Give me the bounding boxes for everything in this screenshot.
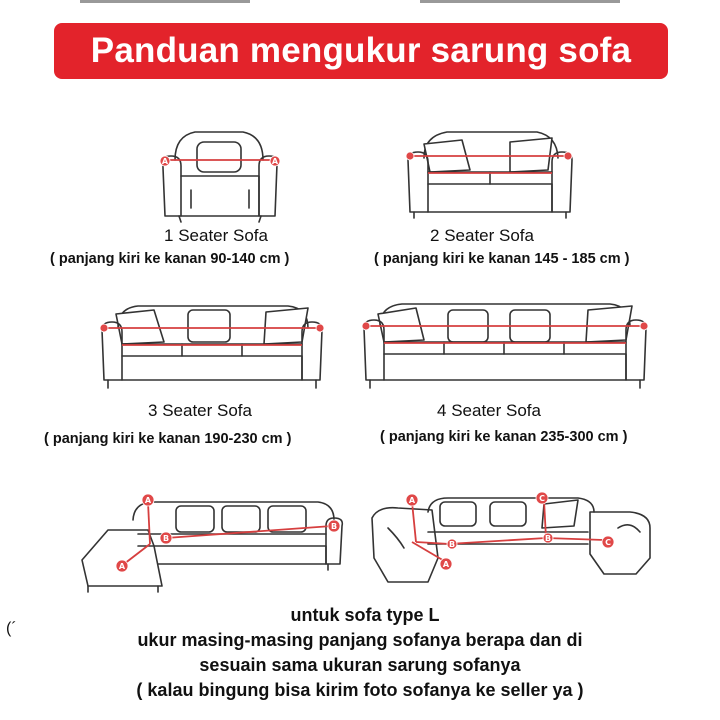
sofa-2-name: 2 Seater Sofa xyxy=(430,226,534,245)
sofa-1-range: ( panjang kiri ke kanan 90-140 cm ) xyxy=(50,251,290,267)
stray-mark: (´ xyxy=(6,620,17,637)
sofa-3-seater-illustration xyxy=(98,300,328,392)
marker-a-label: A xyxy=(408,496,416,505)
sofa-3-range: ( panjang kiri ke kanan 190-230 cm ) xyxy=(44,431,292,447)
marker-b-label: B xyxy=(162,534,170,543)
top-edge-line-left xyxy=(80,0,250,3)
sofa-4-name: 4 Seater Sofa xyxy=(437,401,541,420)
marker-b-label: B xyxy=(544,534,552,543)
page-title: Panduan mengukur sarung sofa xyxy=(90,31,632,70)
marker-a-label: A xyxy=(118,562,126,571)
sofa-1-name: 1 Seater Sofa xyxy=(164,226,268,245)
marker-c-label: C xyxy=(605,538,611,547)
title-banner xyxy=(54,23,668,79)
sofa-4-range: ( panjang kiri ke kanan 235-300 cm ) xyxy=(380,429,628,445)
note-line-4: ( kalau bingung bisa kirim foto sofanya ke seller ya ) xyxy=(136,680,584,700)
note-line-2: ukur masing-masing panjang sofanya berapa dan di xyxy=(137,630,583,650)
marker-a-label: A xyxy=(161,157,169,166)
sofa-2-seater-illustration xyxy=(402,128,577,223)
marker-b-label: B xyxy=(330,522,338,531)
note-line-3: sesuain sama ukuran sarung sofanya xyxy=(199,655,521,675)
marker-c-label: C xyxy=(539,494,545,503)
marker-a-label: A xyxy=(271,157,279,166)
l-sofa-2-piece-illustration xyxy=(78,490,348,595)
l-sofa-note xyxy=(0,603,720,703)
sofa-4-seater-illustration xyxy=(360,296,650,392)
marker-a-label: A xyxy=(144,496,152,505)
u-sofa-3-piece-illustration xyxy=(368,488,658,593)
marker-a-label: A xyxy=(442,560,450,569)
sofa-2-range: ( panjang kiri ke kanan 145 - 185 cm ) xyxy=(374,251,630,267)
sofa-3-name: 3 Seater Sofa xyxy=(148,401,252,420)
top-edge-line-right xyxy=(420,0,620,3)
marker-b-label: B xyxy=(448,540,456,549)
note-line-1: untuk sofa type L xyxy=(290,605,440,625)
sofa-1-seater-illustration xyxy=(155,128,285,223)
